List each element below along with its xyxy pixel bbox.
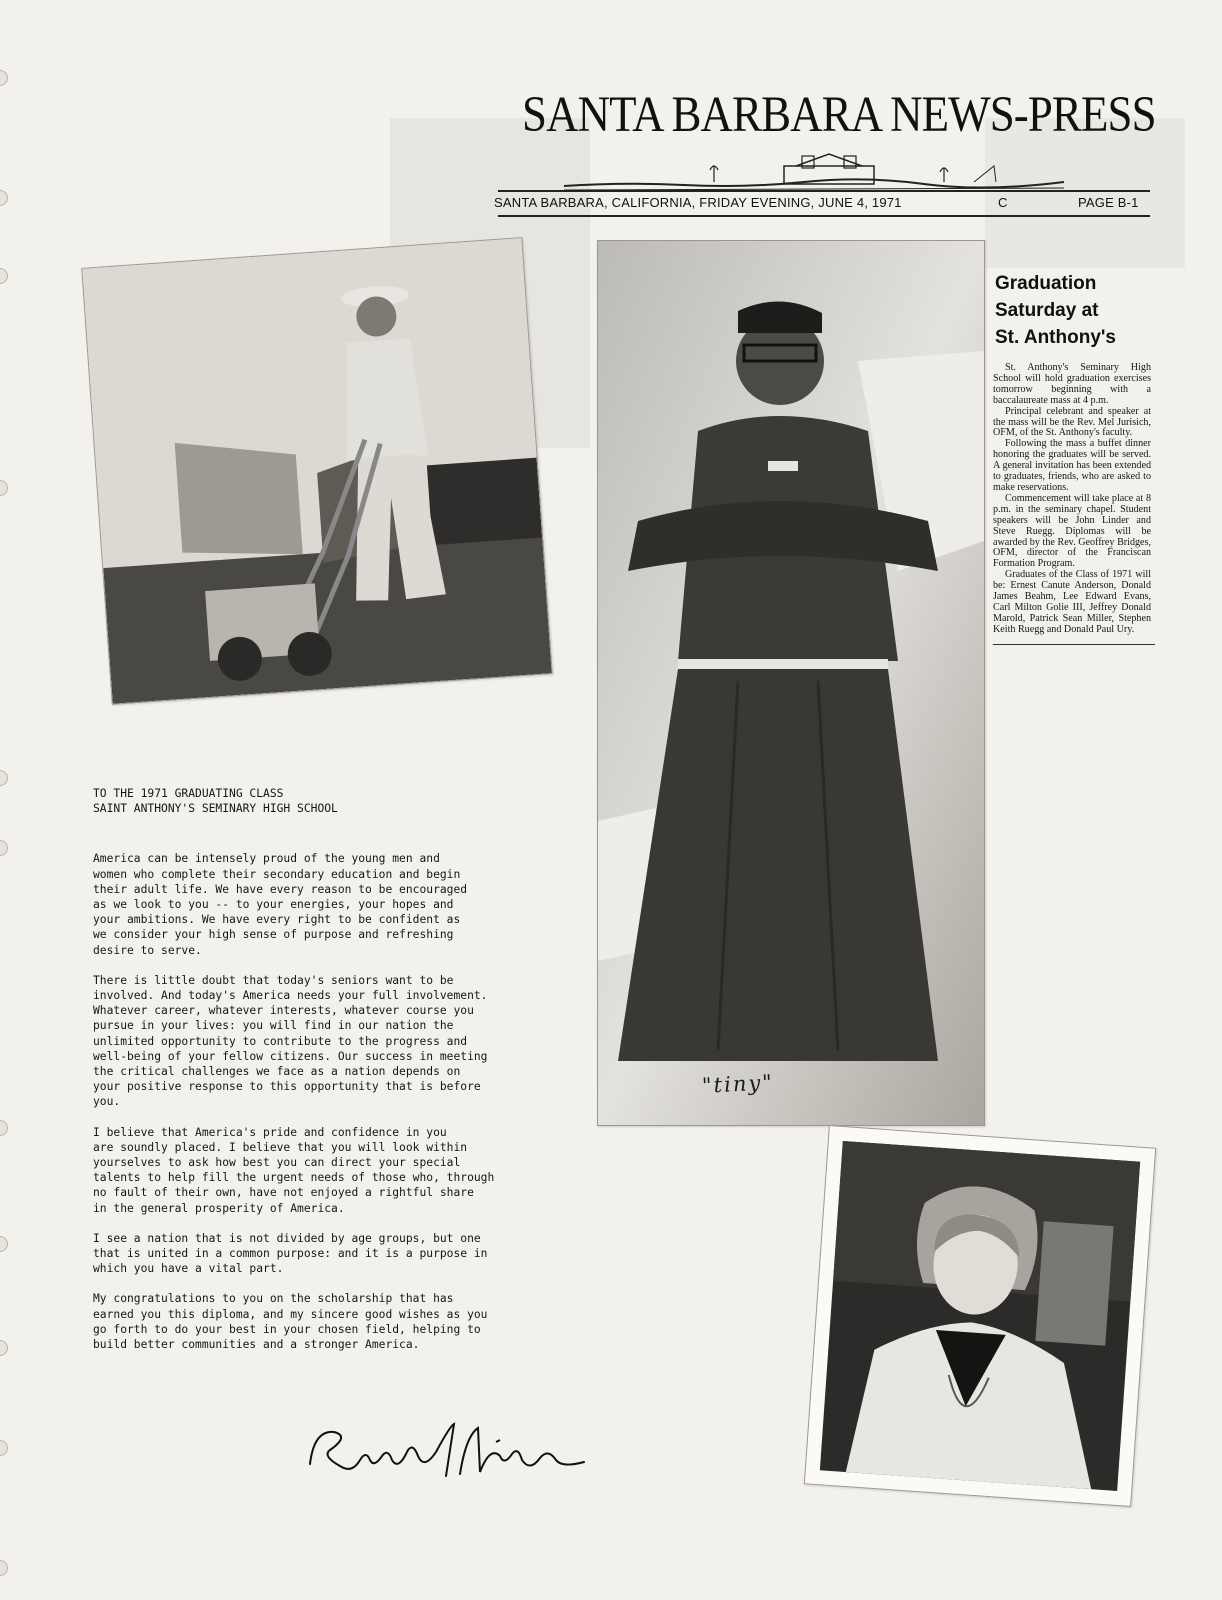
photo-woman-portrait (804, 1125, 1156, 1507)
masthead-rule (498, 215, 1150, 217)
letter-heading-line: TO THE 1971 GRADUATING CLASS (93, 787, 284, 800)
headline-line: Graduation (995, 273, 1097, 294)
binder-hole (0, 190, 8, 206)
letter-heading (93, 786, 573, 816)
binder-hole (0, 1120, 8, 1136)
article-headline (995, 270, 1151, 351)
article-paragraph: St. Anthony's Seminary High School will hold graduation exercises tomorrow beginning with a baccalaureate mass at 4 p.m. (993, 362, 1151, 406)
headline-line: Saturday at (995, 300, 1099, 321)
presidential-letter (93, 786, 573, 1367)
binder-hole (0, 770, 8, 786)
binder-hole (0, 840, 8, 856)
binder-hole (0, 1236, 8, 1252)
masthead-dateline-bar (494, 192, 1150, 214)
photo-man-with-tiller (81, 237, 552, 705)
article-end-rule (993, 644, 1155, 645)
article-paragraph: Following the mass a buffet dinner honoring the graduates will be served. A general invitation has been extended to graduates, friends, who are asked to make reservations. (993, 438, 1151, 493)
handwritten-signature (300, 1416, 590, 1482)
edition-letter: C (998, 195, 1008, 210)
binder-hole (0, 1340, 8, 1356)
photo-handwritten-caption: "tiny" (701, 1070, 775, 1098)
binder-hole (0, 1560, 8, 1576)
letter-heading-line: SAINT ANTHONY'S SEMINARY HIGH SCHOOL (93, 802, 338, 816)
dateline: SANTA BARBARA, CALIFORNIA, FRIDAY EVENING, JUNE 4, 1971 (494, 195, 902, 210)
mission-skyline-illustration (564, 152, 1064, 194)
photo-friar-in-habit (597, 240, 985, 1126)
letter-paragraph: My congratulations to you on the scholarship that has earned you this diploma, and my sincere good wishes as you go forth to do your best in your chosen field, helping to build better communities and a stronger America. (93, 1292, 488, 1352)
binder-hole (0, 268, 8, 284)
letter-paragraph: I see a nation that is not divided by age groups, but one that is united in a common purpose: and it is a purpose in which you have a vital part. (93, 1231, 488, 1276)
letter-paragraph: There is little doubt that today's seniors want to be involved. And today's America needs your full involvement. Whatever career, whatever interests, whatever course you pursue in your lives: you will find in our nation the unlimited opportunity to contribute to the progress and well-being of your fellow citizens. Our success in meeting the critical challenges we face as a nation depends on your positive response to this opportunity that is before you. (93, 973, 488, 1109)
headline-line: St. Anthony's (995, 327, 1116, 348)
page-number: PAGE B-1 (1078, 195, 1139, 210)
news-article (993, 270, 1151, 645)
article-paragraph: Graduates of the Class of 1971 will be: Ernest Canute Anderson, Donald James Beahm, Lee Edward Evans, Carl Milton Golie III, Jeffrey Donald Marold, Patrick Sean Miller, Stephen Keith Ruegg and Donald Paul Ury. (993, 569, 1151, 635)
binder-hole (0, 1440, 8, 1456)
binder-hole (0, 480, 8, 496)
letter-paragraph: I believe that America's pride and confidence in you are soundly placed. I believe that you will look within yourselves to ask how best you can direct your special talents to help fill the urgent needs of those who, through no fault of their own, have not enjoyed a rightful share in the general prosperity of America. (93, 1125, 495, 1215)
letter-paragraph: America can be intensely proud of the young men and women who complete their secondary education and begin their adult life. We have every reason to be encouraged as we look to you -- to your energies, your hopes and your ambitions. We have every right to be confident as we consider your high sense of purpose and refreshing desire to serve. (93, 852, 468, 957)
binder-hole (0, 70, 8, 86)
article-paragraph: Commencement will take place at 8 p.m. in the seminary chapel. Student speakers will be John Linder and Steve Ruegg. Diplomas will be awarded by the Rev. Geoffrey Bridges, OFM, director of the Franciscan Formation Program. (993, 492, 1151, 570)
article-paragraph: Principal celebrant and speaker at the mass will be the Rev. Mel Jurisich, OFM, of the St. Anthony's faculty. (993, 405, 1151, 439)
masthead-title: SANTA BARBARA NEWS-PRESS (522, 87, 1156, 143)
